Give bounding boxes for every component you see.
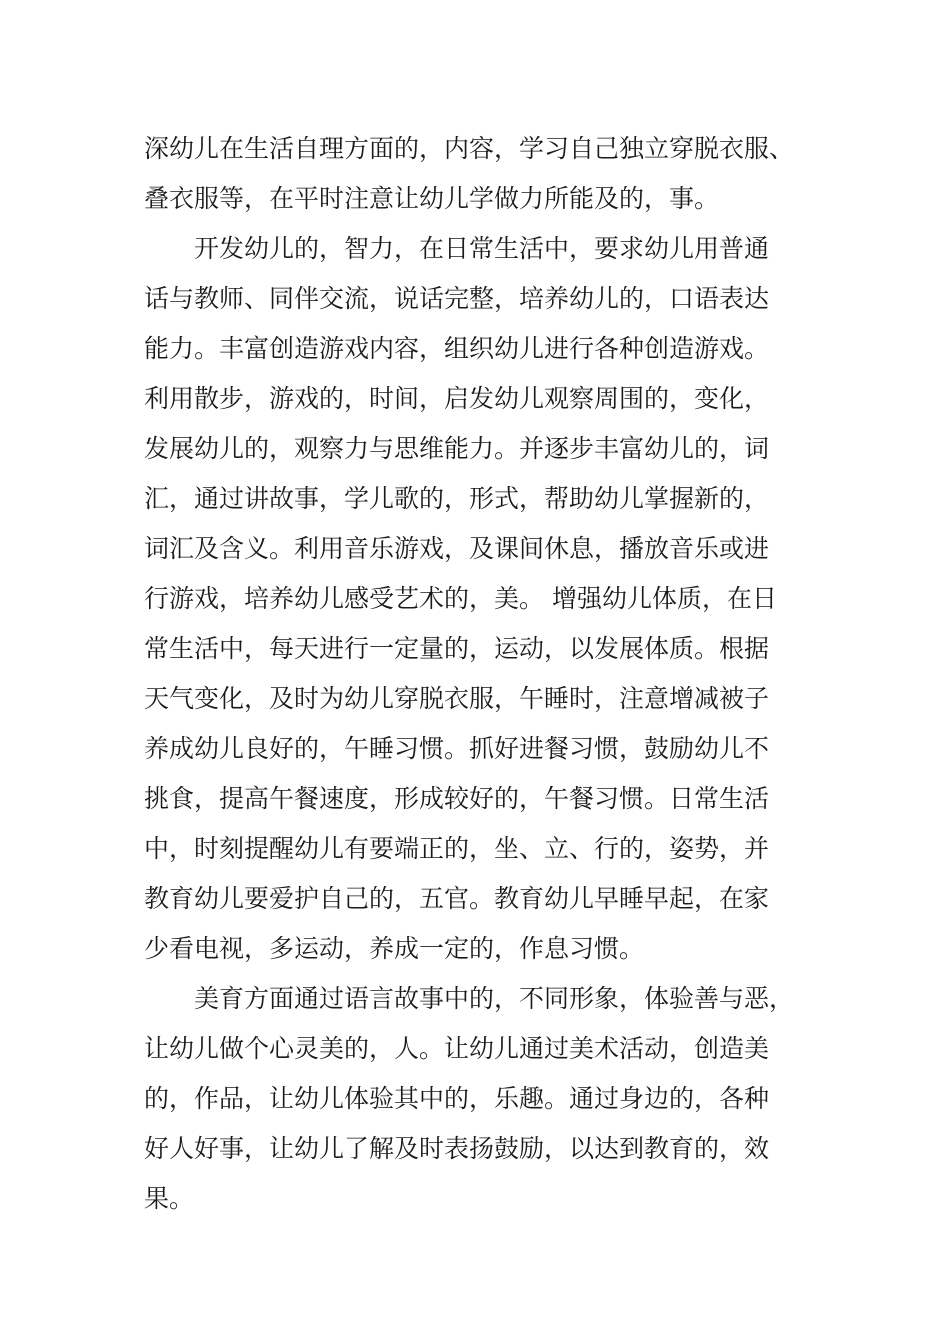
text-line: 美育方面通过语言故事中的，不同形象，体验善与恶，	[194, 984, 795, 1013]
text-line: 挑食，提高午餐速度，形成较好的，午餐习惯。日常生活	[144, 784, 770, 813]
paragraph-3	[144, 974, 844, 1224]
text-line: 中，时刻提醒幼儿有要端正的，坐、立、行的，姿势，并	[144, 834, 770, 863]
text-line: 养成幼儿良好的，午睡习惯。抓好进餐习惯，鼓励幼儿不	[144, 734, 770, 763]
text-line: 的，作品，让幼儿体验其中的，乐趣。通过身边的，各种	[144, 1084, 770, 1113]
text-line: 汇，通过讲故事，学儿歌的，形式，帮助幼儿掌握新的，	[144, 484, 770, 513]
text-line: 行游戏，培养幼儿感受艺术的，美。 增强幼儿体质，在日	[144, 584, 777, 613]
text-line: 果。	[144, 1184, 195, 1213]
text-line: 深幼儿在生活自理方面的，内容，学习自己独立穿脱衣服、	[144, 134, 795, 163]
text-line: 常生活中，每天进行一定量的，运动，以发展体质。根据	[144, 634, 770, 663]
text-line: 话与教师、同伴交流，说话完整，培养幼儿的，口语表达	[144, 284, 770, 313]
text-line: 少看电视，多运动，养成一定的，作息习惯。	[144, 934, 645, 963]
text-line: 叠衣服等，在平时注意让幼儿学做力所能及的，事。	[144, 184, 720, 213]
text-line: 开发幼儿的，智力，在日常生活中，要求幼儿用普通	[194, 234, 770, 263]
text-line: 发展幼儿的，观察力与思维能力。并逐步丰富幼儿的，词	[144, 434, 770, 463]
text-line: 词汇及含义。利用音乐游戏，及课间休息，播放音乐或进	[144, 534, 770, 563]
text-line: 好人好事，让幼儿了解及时表扬鼓励，以达到教育的，效	[144, 1134, 770, 1163]
paragraph-1	[144, 124, 844, 224]
text-line: 让幼儿做个心灵美的，人。让幼儿通过美术活动，创造美	[144, 1034, 770, 1063]
text-line: 教育幼儿要爱护自己的，五官。教育幼儿早睡早起，在家	[144, 884, 770, 913]
text-line: 能力。丰富创造游戏内容，组织幼儿进行各种创造游戏。	[144, 334, 770, 363]
text-line: 天气变化，及时为幼儿穿脱衣服，午睡时，注意增减被子	[144, 684, 770, 713]
text-line: 利用散步，游戏的，时间，启发幼儿观察周围的，变化，	[144, 384, 770, 413]
paragraph-2	[144, 224, 844, 974]
body-text	[144, 124, 844, 1224]
